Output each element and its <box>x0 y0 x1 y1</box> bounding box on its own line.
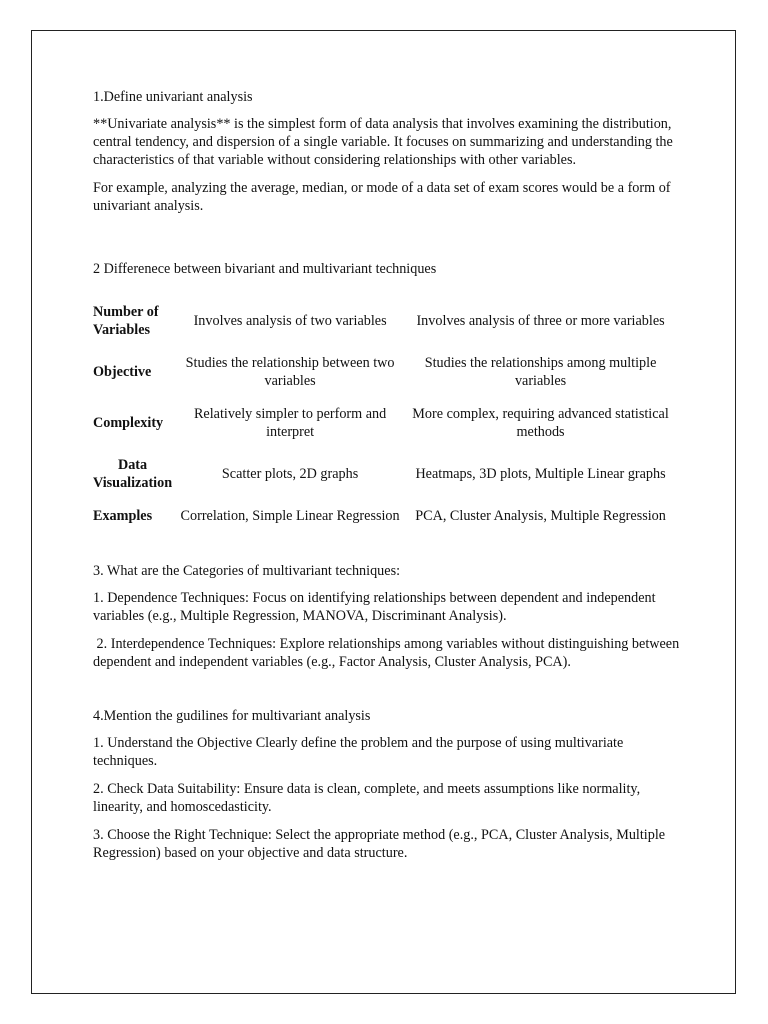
table-row <box>93 354 673 405</box>
multivariate-cell: Involves analysis of three or more variables <box>416 313 665 329</box>
row-label: Examples <box>93 508 153 524</box>
row-label: Number of Variables <box>93 304 159 338</box>
guideline-item: 1. Understand the Objective Clearly define the problem and the purpose of using multivariate techniques. <box>93 735 624 769</box>
multivariate-cell: More complex, requiring advanced statistical methods <box>412 406 669 440</box>
question-1-heading: 1.Define univariant analysis <box>93 89 253 105</box>
row-label: Data Visualization <box>93 457 173 491</box>
row-label: Objective <box>93 364 152 380</box>
bivariate-cell: Involves analysis of two variables <box>193 313 387 329</box>
guideline-item: 2. Check Data Suitability: Ensure data is clean, complete, and meets assumptions like normality, linearity, and homoscedasticity. <box>93 781 641 815</box>
category-item: 1. Dependence Techniques: Focus on identifying relationships between dependent and independent variables (e.g., Multiple Regression, MANOVA, Discriminant Analysis). <box>93 590 656 624</box>
table-row <box>93 456 673 507</box>
univariate-definition: **Univariate analysis** is the simplest form of data analysis that involves examining the distribution, central tendency, and dispersion of a single variable. It focuses on summarizing and understanding the characteristics of that variable without considering relationships with other variables. <box>93 116 673 168</box>
category-item: 2. Interdependence Techniques: Explore relationships among variables without distinguishing between dependent and independent variables (e.g., Factor Analysis, Cluster Analysis, PCA). <box>93 636 683 670</box>
table-row <box>93 507 673 540</box>
bivariate-cell: Correlation, Simple Linear Regression <box>180 508 400 524</box>
row-label: Complexity <box>93 415 164 431</box>
bivariate-cell: Scatter plots, 2D graphs <box>221 466 359 482</box>
question-3-heading: 3. What are the Categories of multivariant techniques: <box>93 563 401 579</box>
univariate-example: For example, analyzing the average, median, or mode of a data set of exam scores would be a form of univariant analysis. <box>93 180 671 214</box>
bivariate-cell: Studies the relationship between two variables <box>185 355 395 389</box>
multivariate-cell: PCA, Cluster Analysis, Multiple Regression <box>415 508 666 524</box>
table-row <box>93 303 673 354</box>
guideline-item: 3. Choose the Right Technique: Select the appropriate method (e.g., PCA, Cluster Analysis, Multiple Regression) based on your objective and data structure. <box>93 827 666 861</box>
multivariate-cell: Heatmaps, 3D plots, Multiple Linear graphs <box>415 466 666 482</box>
document-body <box>93 88 683 872</box>
multivariate-cell: Studies the relationships among multiple variables <box>424 355 657 389</box>
table-row <box>93 405 673 456</box>
comparison-table <box>93 303 673 540</box>
question-4-heading: 4.Mention the gudilines for multivariant analysis <box>93 708 371 724</box>
question-2-heading: 2 Differenece between bivariant and multivariant techniques <box>93 261 437 277</box>
bivariate-cell: Relatively simpler to perform and interpret <box>193 406 387 440</box>
